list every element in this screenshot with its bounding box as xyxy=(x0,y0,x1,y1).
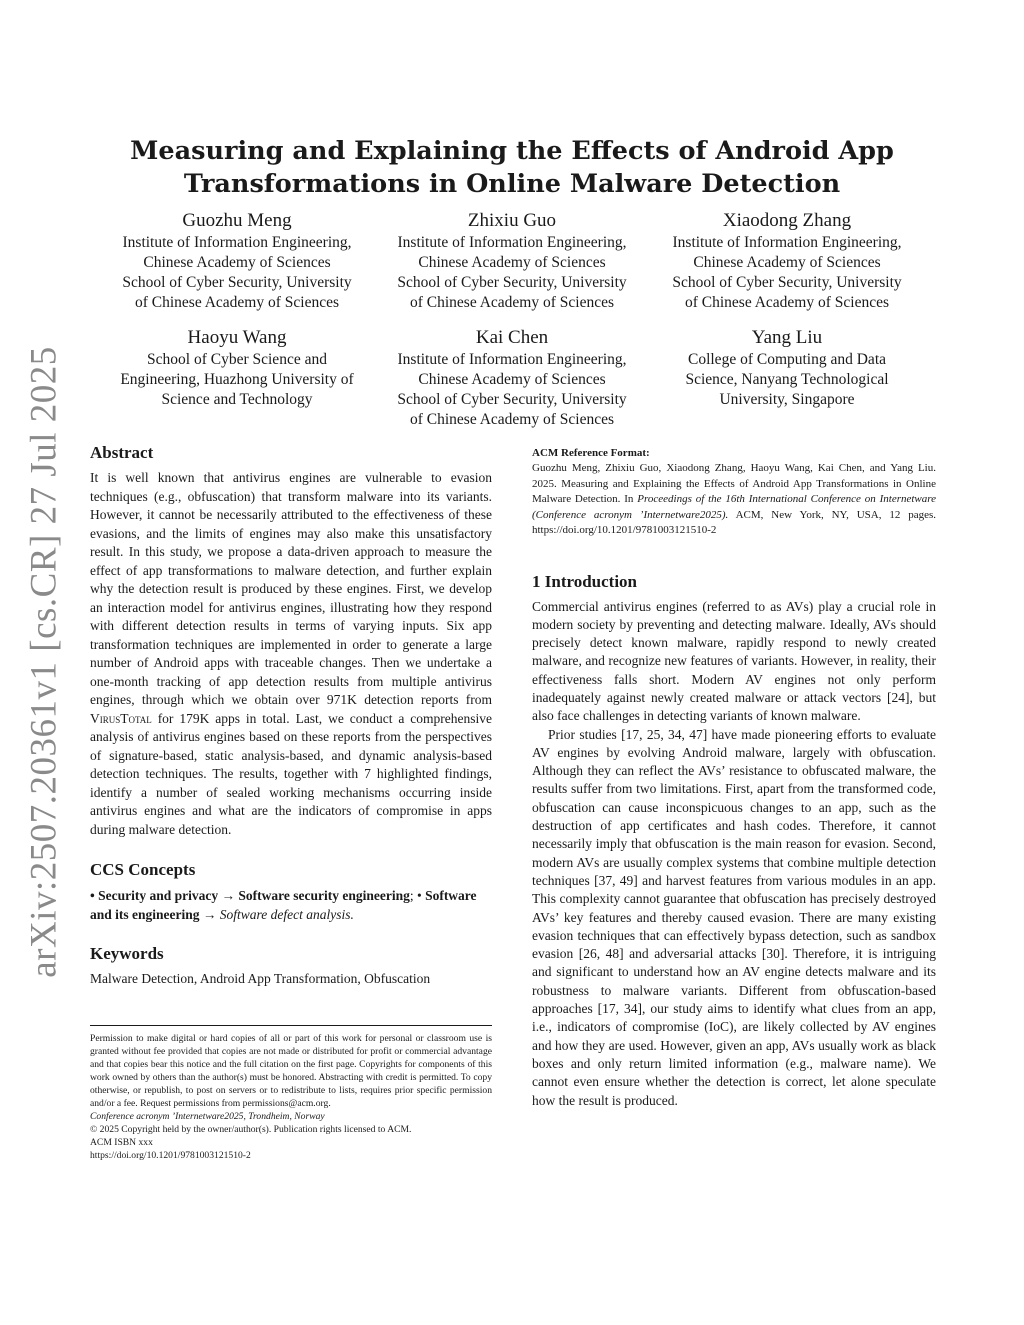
author-affiliation-line: School of Cyber Security, University xyxy=(397,274,627,291)
author-kai-chen xyxy=(375,327,649,430)
ccs-category-2: Software and its engineering xyxy=(90,888,477,922)
left-column xyxy=(90,442,492,1162)
ccs-section xyxy=(90,859,492,924)
acm-reference-proceedings: Proceedings of the 16th International Conference on Internetware (Conference acronym ’Internetware2025). xyxy=(532,493,937,521)
author-affiliation-line: of Chinese Academy of Sciences xyxy=(409,411,615,428)
author-affiliation-line: Engineering, Huazhong University of xyxy=(120,371,354,388)
author-haoyu-wang xyxy=(100,327,374,410)
author-affiliation-line: Science and Technology xyxy=(161,391,313,408)
acm-reference-heading: ACM Reference Format: xyxy=(532,447,650,459)
acm-reference-section xyxy=(532,446,936,539)
abstract-text-part2: for 179K apps in total. Last, we conduct a comprehensive analysis of antivirus engines based on these reports from the perspectives of signature-based, static analysis-based, and dynamic analysis-based detection techniques. The results, together with 7 highlighted findings, identify a number of sealed working mechanisms occurring inside antivirus engines and what are the indicators of compromise in apps during malware detection. xyxy=(90,710,492,837)
author-affiliation-line: of Chinese Academy of Sciences xyxy=(134,294,340,311)
acm-reference-part2: ACM, New York, NY, USA, 12 pages. https://doi.org/10.1201/9781003121510-2 xyxy=(532,508,937,536)
virustotal-name: VirusTotal xyxy=(90,710,152,726)
author-affiliation-line: Institute of Information Engineering, xyxy=(397,351,627,368)
copyright-line: © 2025 Copyright held by the owner/author(s). Publication rights licensed to ACM. xyxy=(90,1123,412,1135)
isbn-line: ACM ISBN xxx xyxy=(90,1136,153,1148)
author-affiliation-line: Chinese Academy of Sciences xyxy=(418,371,606,388)
doi-line: https://doi.org/10.1201/9781003121510-2 xyxy=(90,1149,251,1161)
right-column xyxy=(532,446,936,1110)
ccs-arrow: → xyxy=(221,888,235,903)
paper-title xyxy=(90,135,934,201)
author-affiliation-line: of Chinese Academy of Sciences xyxy=(409,294,615,311)
author-affiliation-line: Chinese Academy of Sciences xyxy=(693,254,881,271)
author-affiliation-line: Chinese Academy of Sciences xyxy=(418,254,606,271)
keywords-section xyxy=(90,943,492,989)
introduction-paragraph-2: Prior studies [17, 25, 34, 47] have made pioneering efforts to evaluate AV engines by evolving Android malware, largely with obfuscation. Although they can reflect the AVs’ resistance to obfuscated malware, the results suffer from two limitations. First, apart from the transformed code, obfuscation can cause inconspicuous changes to an app, such as the destruction of app certificates and hash codes. Therefore, it cannot necessarily imply that obfuscation is the main reason for evasion. Second, modern AVs are usually complex systems that combine multiple detection techniques [37, 49] and harvest features from various modules in an app. This complexity cannot guarantee that obfuscation has precisely destroyed AVs’ key features and thereby caused evasion. There are many existing evasion techniques that can effectively bypass detection, such as sandbox evasion [26, 48] and adversarial attacks [30]. Therefore, it is intriguing and significant to understand how an AV engine detects malware and its robustness to malware variants. Different from obfuscation-based approaches [17, 34], our study aims to identify what clues from an app, i.e., indicators of compromise (IoC), are likely collected by AV engines and how they are used. However, given an app, AVs usually work as black boxes and only return limited information (e.g., malware name). We cannot even ensure whether the detection is correct, let alone speculate how the result is produced. xyxy=(532,726,936,1108)
author-affiliation-line: School of Cyber Security, University xyxy=(672,274,902,291)
introduction-paragraph-1: Commercial antivirus engines (referred to as AVs) play a crucial role in modern society by preventing and detecting malware. Ideally, AVs should precisely detect known malware, rapidly respond to newly created malware, and recognize new features of variants. However, in reality, their effectiveness falls short. Modern AV engines not only perform inadequately against newly created malware or attack vectors [24], but also face challenges in detecting variants of known malware. xyxy=(532,598,936,724)
abstract-section xyxy=(90,442,492,839)
ccs-heading: CCS Concepts xyxy=(90,860,196,879)
ccs-item-2: Software defect analysis. xyxy=(219,907,354,922)
author-affiliation-line: Chinese Academy of Sciences xyxy=(143,254,331,271)
author-zhixiu-guo xyxy=(375,210,649,313)
ccs-category-1: • Security and privacy xyxy=(90,888,219,903)
author-xiaodong-zhang xyxy=(650,210,924,313)
author-affiliation-line: School of Cyber Science and xyxy=(147,351,327,368)
author-affiliation-line: School of Cyber Security, University xyxy=(122,274,352,291)
author-name: Kai Chen xyxy=(475,327,549,348)
permission-notice: Permission to make digital or hard copies of all or part of this work for personal or classroom use is granted without fee provided that copies are not made or distributed for profit or commercial advantage and that copies bear this notice and the full citation on the first page. Copyrights for components of this work owned by others than the author(s) must be honored. Abstracting with credit is permitted. To copy otherwise, or republish, to post on servers or to redistribute to lists, requires prior specific permission and/or a fee. Request permissions from permissions@acm.org. xyxy=(90,1032,492,1109)
acm-reference-text xyxy=(532,461,936,539)
author-affiliation-line: College of Computing and Data xyxy=(687,351,887,368)
abstract-heading: Abstract xyxy=(90,443,154,462)
conference-line: Conference acronym ’Internetware2025, Trondheim, Norway xyxy=(90,1110,325,1122)
author-affiliation-line: School of Cyber Security, University xyxy=(397,391,627,408)
arxiv-identifier: arXiv:2507.20361v1 [cs.CR] 27 Jul 2025 xyxy=(23,346,65,978)
author-affiliation-line: Science, Nanyang Technological xyxy=(685,371,889,388)
permission-footnote xyxy=(90,1025,492,1162)
ccs-text xyxy=(90,886,492,924)
author-name: Xiaodong Zhang xyxy=(722,210,852,231)
author-name: Yang Liu xyxy=(751,327,823,348)
ccs-separator: ; • xyxy=(409,888,422,903)
abstract-text-part1: It is well known that antivirus engines are vulnerable to evasion techniques (e.g., obfuscation) that transform malware into its variants. However, it cannot be necessarily attributed to the effectiveness of these evasions, and the limits of engines may also make this unsatisfactory result. In this study, we propose a data-driven approach to measure the effect of app transformations to malware detection, and further explain why the detection result is produced by these engines. First, we develop an interaction model for antivirus engines, illustrating how they respond with different detection results in terms of varying inputs. Six app transformation techniques are implemented in order to generate a large number of Android apps with traceable changes. Then we undertake a one-month tracking of app detection results from multiple antivirus engines, through which we obtain over 971K detection reports from xyxy=(90,470,492,707)
author-affiliation-line: of Chinese Academy of Sciences xyxy=(684,294,890,311)
introduction-section xyxy=(532,571,936,1110)
acm-reference-part1: Guozhu Meng, Zhixiu Guo, Xiaodong Zhang, Haoyu Wang, Kai Chen, and Yang Liu. 2025. Measuring and Explaining the Effects of Android App Transformations in Online Malware Detection. In xyxy=(532,462,936,505)
introduction-heading: 1 Introduction xyxy=(532,571,638,591)
author-affiliation-line: University, Singapore xyxy=(719,391,855,408)
author-affiliation-line: Institute of Information Engineering, xyxy=(672,234,902,251)
ccs-item-1: Software security engineering xyxy=(238,888,410,903)
ccs-arrow: → xyxy=(202,907,217,922)
author-affiliation-line: Institute of Information Engineering, xyxy=(122,234,352,251)
author-yang-liu xyxy=(650,327,924,410)
abstract-text xyxy=(90,469,492,839)
author-guozhu-meng xyxy=(100,210,374,313)
title-line-1: Measuring and Explaining the Effects of Android App xyxy=(130,136,894,166)
keywords-heading: Keywords xyxy=(90,944,164,963)
author-affiliation-line: Institute of Information Engineering, xyxy=(397,234,627,251)
author-name: Guozhu Meng xyxy=(182,210,292,231)
keywords-text: Malware Detection, Android App Transformation, Obfuscation xyxy=(90,971,431,986)
title-line-2: Transformations in Online Malware Detection xyxy=(183,169,841,199)
author-name: Haoyu Wang xyxy=(187,327,287,348)
author-name: Zhixiu Guo xyxy=(467,210,557,231)
